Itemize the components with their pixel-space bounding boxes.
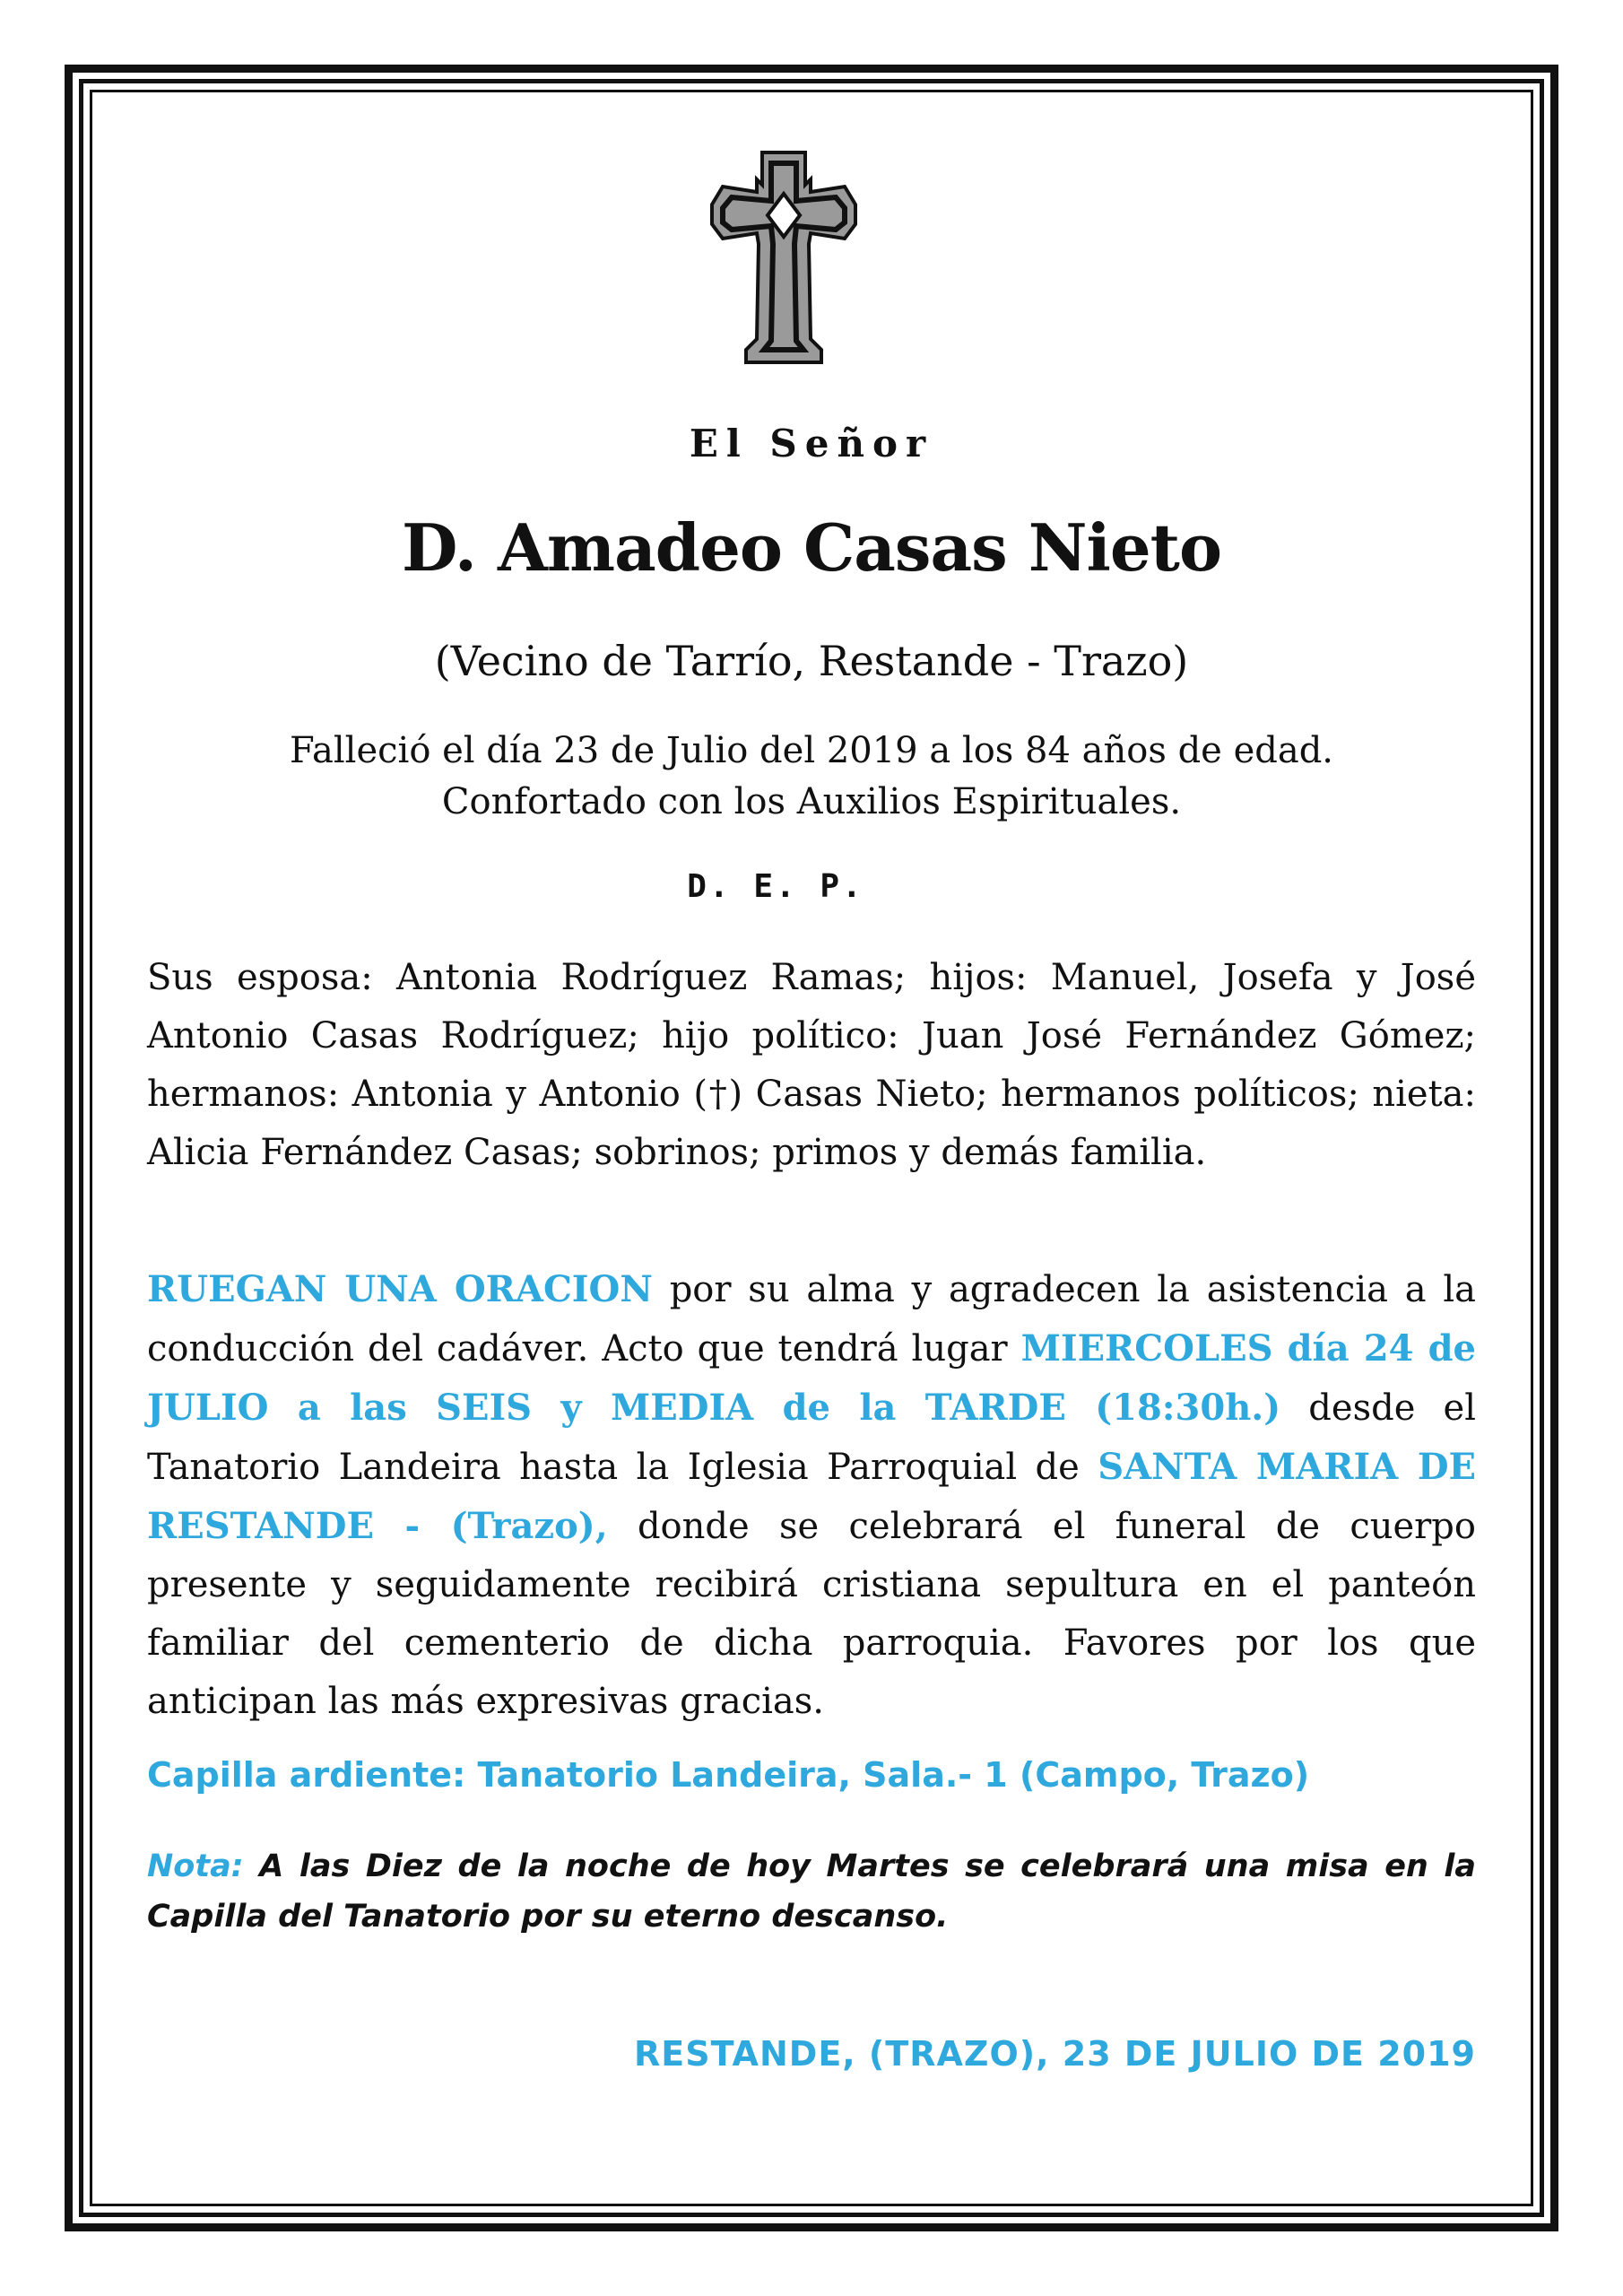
cross-icon	[710, 151, 857, 366]
ceremony-paragraph	[147, 1260, 1476, 1731]
place-date-footer: RESTANDE, (TRAZO), 23 DE JULIO DE 2019	[634, 2034, 1476, 2074]
nota-paragraph	[147, 1841, 1476, 1942]
deceased-name: D. Amadeo Casas Nieto	[402, 509, 1221, 586]
neighbor-line: (Vecino de Tarrío, Restande - Trazo)	[434, 637, 1189, 685]
ceremony-where: SANTA MARIA DE RESTANDE - (Trazo),	[147, 1446, 1476, 1547]
ruegan-text: RUEGAN UNA ORACION	[147, 1268, 653, 1310]
capilla-ardiente: Capilla ardiente: Tanatorio Landeira, Sala.- 1 (Campo, Trazo)	[147, 1755, 1310, 1795]
family-paragraph: Sus esposa: Antonia Rodríguez Ramas; hijos: Manuel, Josefa y José Antonio Casas Rodríguez; hijo político: Juan José Fernández Gómez; hermanos: Antonia y Antonio (†) Casas Nieto; hermanos políticos; nieta: Alicia Fernández Casas; sobrinos; primos y demás familia.	[147, 957, 1476, 1173]
salutation: El Señor	[689, 422, 934, 465]
comfort-line: Confortado con los Auxilios Espirituales.	[441, 781, 1182, 822]
nota-text: A las Diez de la noche de hoy Martes se celebrará una misa en la Capilla del Tanatorio por su eterno descanso.	[147, 1848, 1476, 1935]
ceremony-text-3: donde se celebrará el funeral de cuerpo presente y seguidamente recibirá cristiana sepultura en el panteón familiar del cementerio de dicha parroquia. Favores por los que anticipan las más expresivas gracias.	[147, 1506, 1476, 1722]
ceremony-when: MIERCOLES día 24 de JULIO a las SEIS y MEDIA de la TARDE (18:30h.)	[147, 1327, 1476, 1429]
death-line: Falleció el día 23 de Julio del 2019 a los 84 años de edad.	[289, 730, 1334, 771]
nota-label: Nota:	[147, 1848, 244, 1884]
ceremony-text-1: por su alma y agradecen la asistencia a la conducción del cadáver. Acto que tendrá lugar	[147, 1269, 1476, 1370]
dep-line: D. E. P.	[687, 868, 864, 905]
ceremony-text-2: desde el Tanatorio Landeira hasta la Iglesia Parroquial de	[147, 1387, 1476, 1488]
